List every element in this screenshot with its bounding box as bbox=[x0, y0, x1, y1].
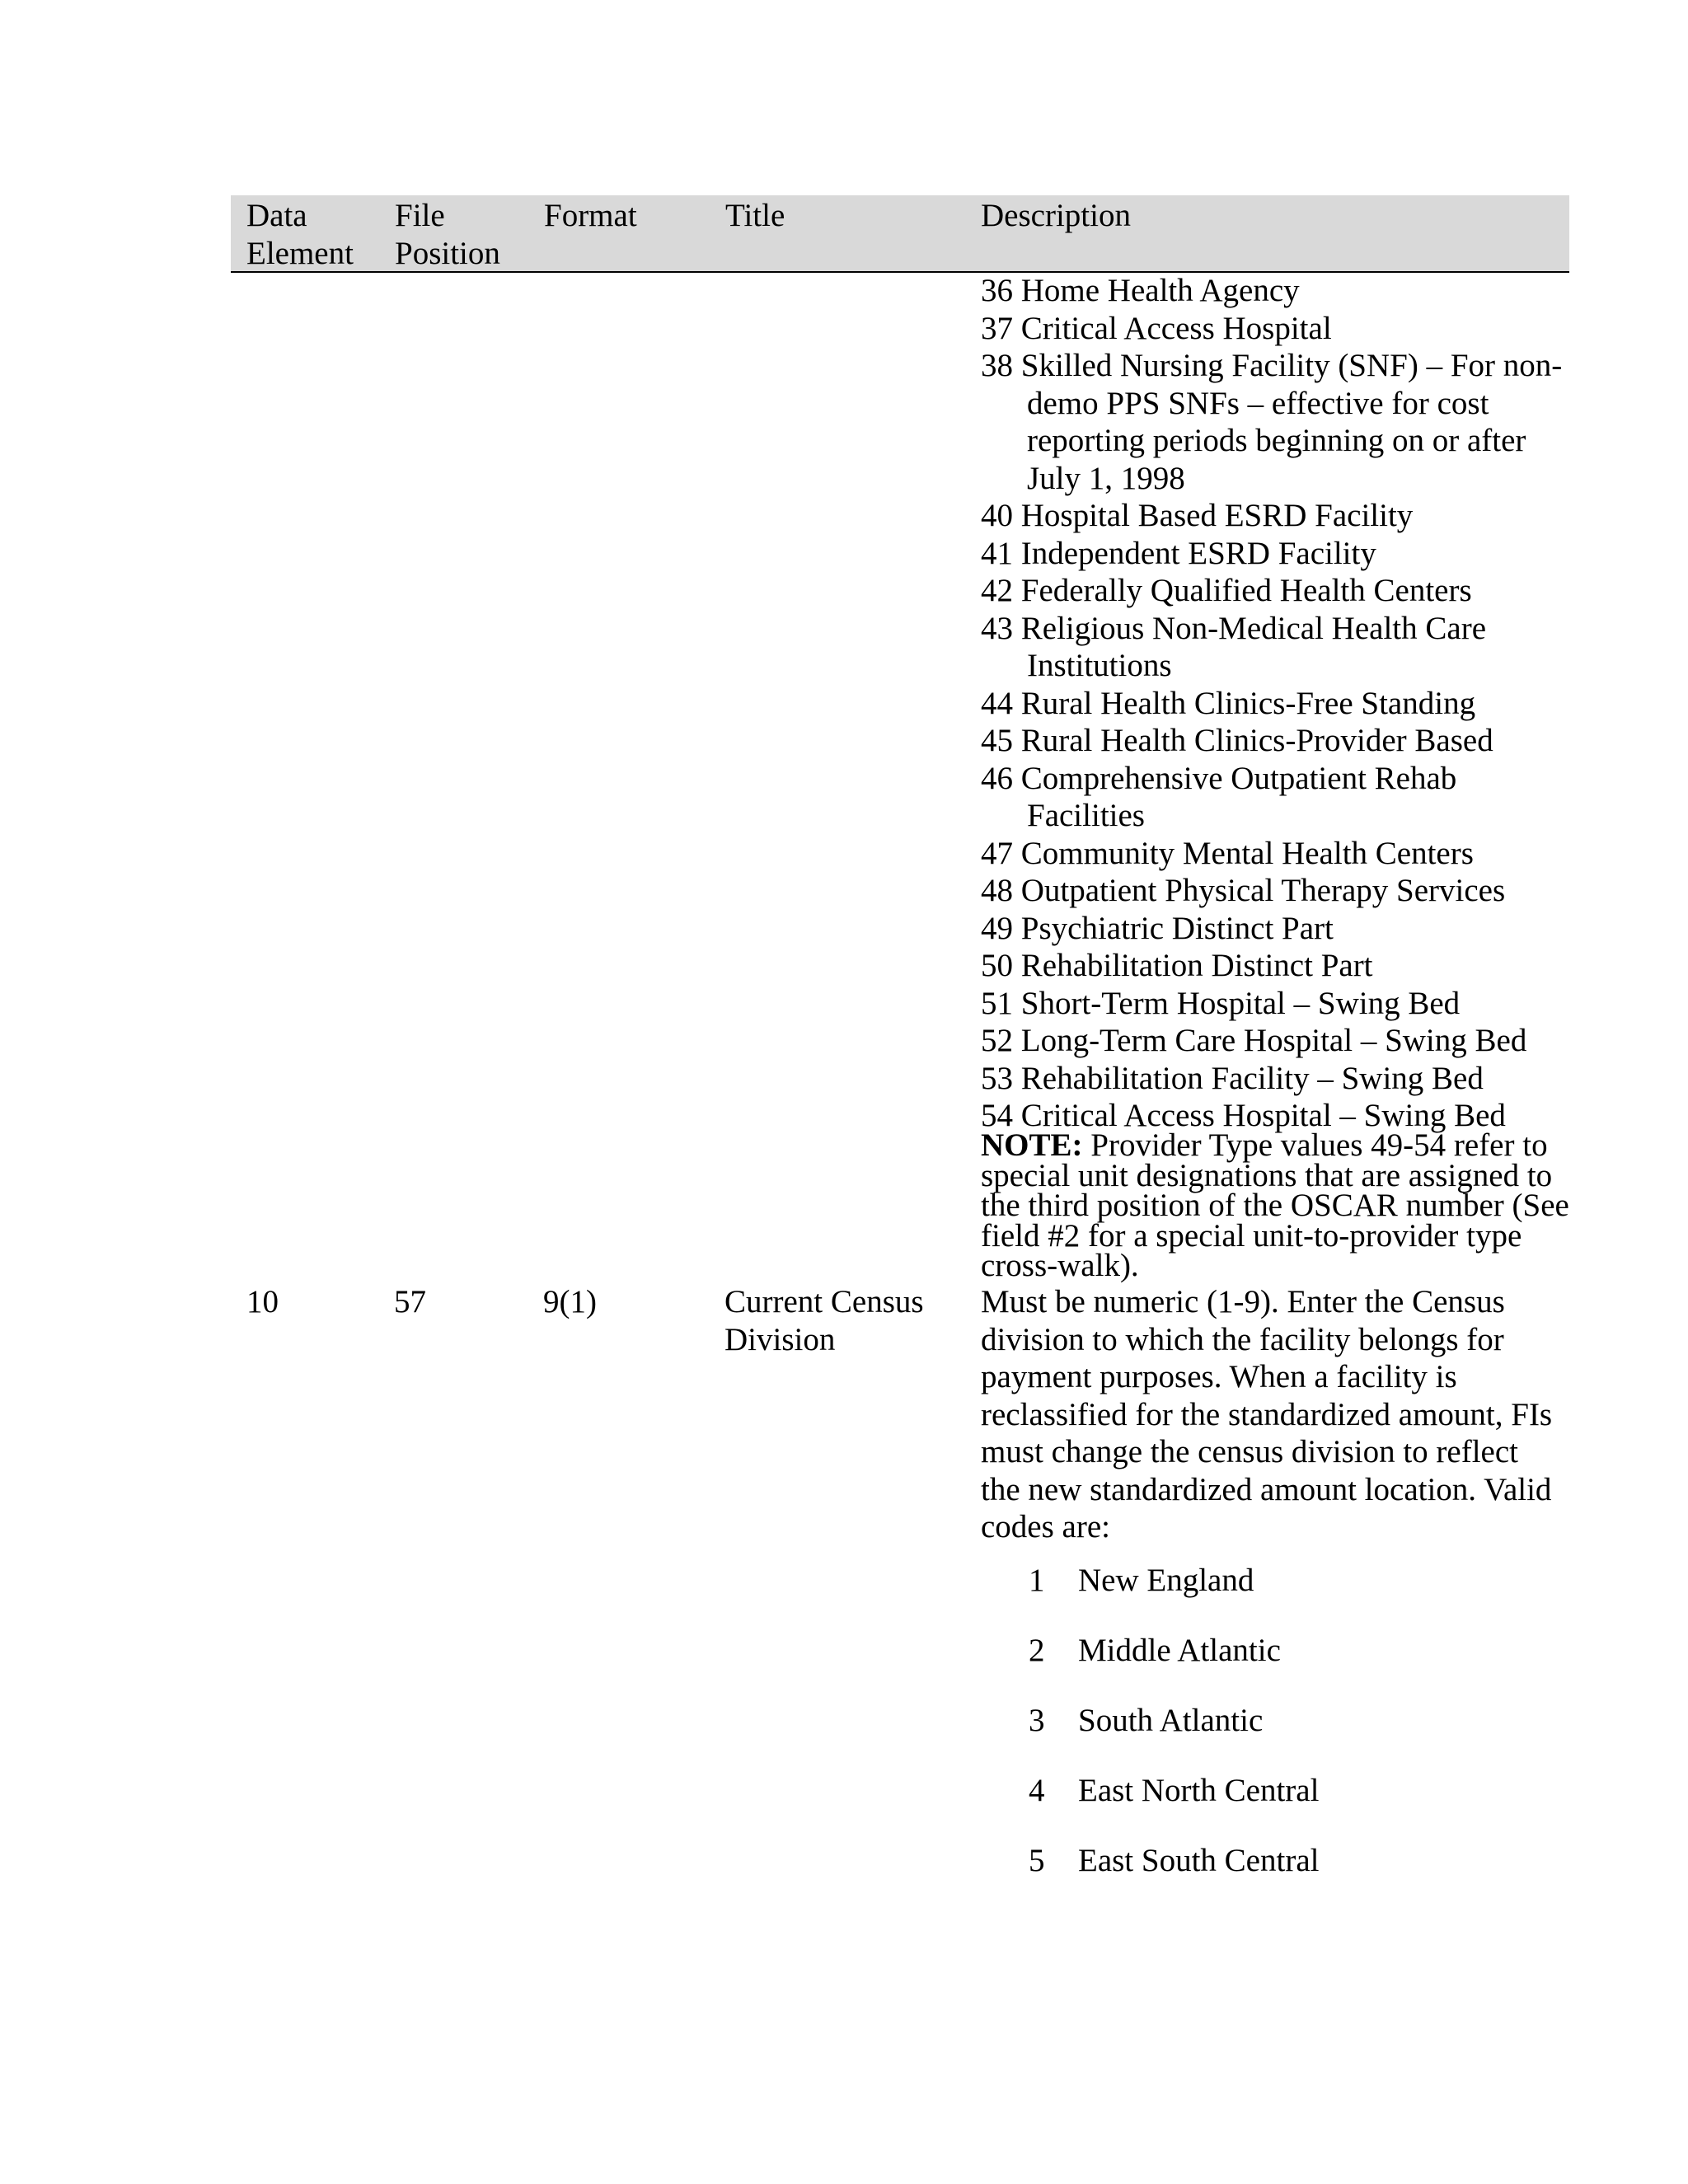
row-file-position: 57 bbox=[394, 1284, 426, 1319]
list-item: 54 Critical Access Hospital – Swing Bed bbox=[981, 1098, 1506, 1133]
row-title: Current Census Division bbox=[724, 1284, 924, 1357]
list-item bbox=[1029, 1630, 1319, 1700]
list-item: 45 Rural Health Clinics-Provider Based bbox=[981, 723, 1493, 758]
code-number: 1 bbox=[1029, 1563, 1045, 1598]
list-item bbox=[1029, 1840, 1319, 1910]
list-item: 43 Religious Non-Medical Health Care Institutions bbox=[981, 610, 1487, 683]
list-item: 52 Long-Term Care Hospital – Swing Bed bbox=[981, 1023, 1527, 1058]
list-item: 40 Hospital Based ESRD Facility bbox=[981, 498, 1414, 533]
list-item: 53 Rehabilitation Facility – Swing Bed bbox=[981, 1060, 1484, 1096]
list-item: 44 Rural Health Clinics-Free Standing bbox=[981, 685, 1476, 721]
code-number: 4 bbox=[1029, 1773, 1045, 1808]
list-item bbox=[1029, 1560, 1319, 1630]
note-label: NOTE: bbox=[981, 1127, 1083, 1163]
list-item: 48 Outpatient Physical Therapy Services bbox=[981, 873, 1506, 908]
code-label: South Atlantic bbox=[1078, 1703, 1264, 1738]
header-description: Description bbox=[981, 198, 1131, 233]
header-format: Format bbox=[544, 198, 637, 233]
list-item: 38 Skilled Nursing Facility (SNF) – For non-demo PPS SNFs – effective for cost reporting periods beginning on or after July 1, 1998 bbox=[981, 348, 1563, 496]
note-text: Provider Type values 49-54 refer to special unit designations that are assigned to the third position of the OSCAR number (See field #2 for a special unit-to-provider type cross-walk). bbox=[981, 1127, 1569, 1283]
code-label: East North Central bbox=[1078, 1773, 1320, 1808]
list-item bbox=[1029, 1770, 1319, 1840]
code-label: Middle Atlantic bbox=[1078, 1633, 1281, 1668]
code-label: East South Central bbox=[1078, 1843, 1320, 1878]
list-item: 41 Independent ESRD Facility bbox=[981, 535, 1376, 571]
code-number: 5 bbox=[1029, 1843, 1045, 1878]
list-item: 46 Comprehensive Outpatient Rehab Facilities bbox=[981, 760, 1457, 833]
header-data-element: Data Element bbox=[246, 198, 354, 271]
provider-type-note bbox=[981, 1127, 1574, 1283]
row-format: 9(1) bbox=[543, 1284, 597, 1319]
code-number: 2 bbox=[1029, 1633, 1045, 1668]
list-item: 47 Community Mental Health Centers bbox=[981, 835, 1474, 871]
list-item bbox=[1029, 1700, 1319, 1770]
code-number: 3 bbox=[1029, 1703, 1045, 1738]
list-item: 49 Psychiatric Distinct Part bbox=[981, 910, 1334, 946]
census-division-codes bbox=[1029, 1560, 1319, 1910]
header-file-position: File Position bbox=[395, 198, 500, 271]
table-header bbox=[231, 195, 1569, 273]
row-data-element: 10 bbox=[246, 1284, 279, 1319]
list-item: 50 Rehabilitation Distinct Part bbox=[981, 948, 1373, 983]
list-item: 36 Home Health Agency bbox=[981, 273, 1300, 308]
code-label: New England bbox=[1078, 1563, 1254, 1598]
provider-type-list bbox=[981, 272, 1574, 1135]
list-item: 42 Federally Qualified Health Centers bbox=[981, 573, 1472, 608]
row-description: Must be numeric (1-9). Enter the Census division to which the facility belongs for payment purposes. When a facility is reclassified for the standardized amount, FIs must change the census division to reflect the new standardized amount location. Valid codes are: bbox=[981, 1284, 1553, 1544]
header-title: Title bbox=[725, 198, 785, 233]
list-item: 51 Short-Term Hospital – Swing Bed bbox=[981, 985, 1461, 1021]
list-item: 37 Critical Access Hospital bbox=[981, 310, 1332, 346]
